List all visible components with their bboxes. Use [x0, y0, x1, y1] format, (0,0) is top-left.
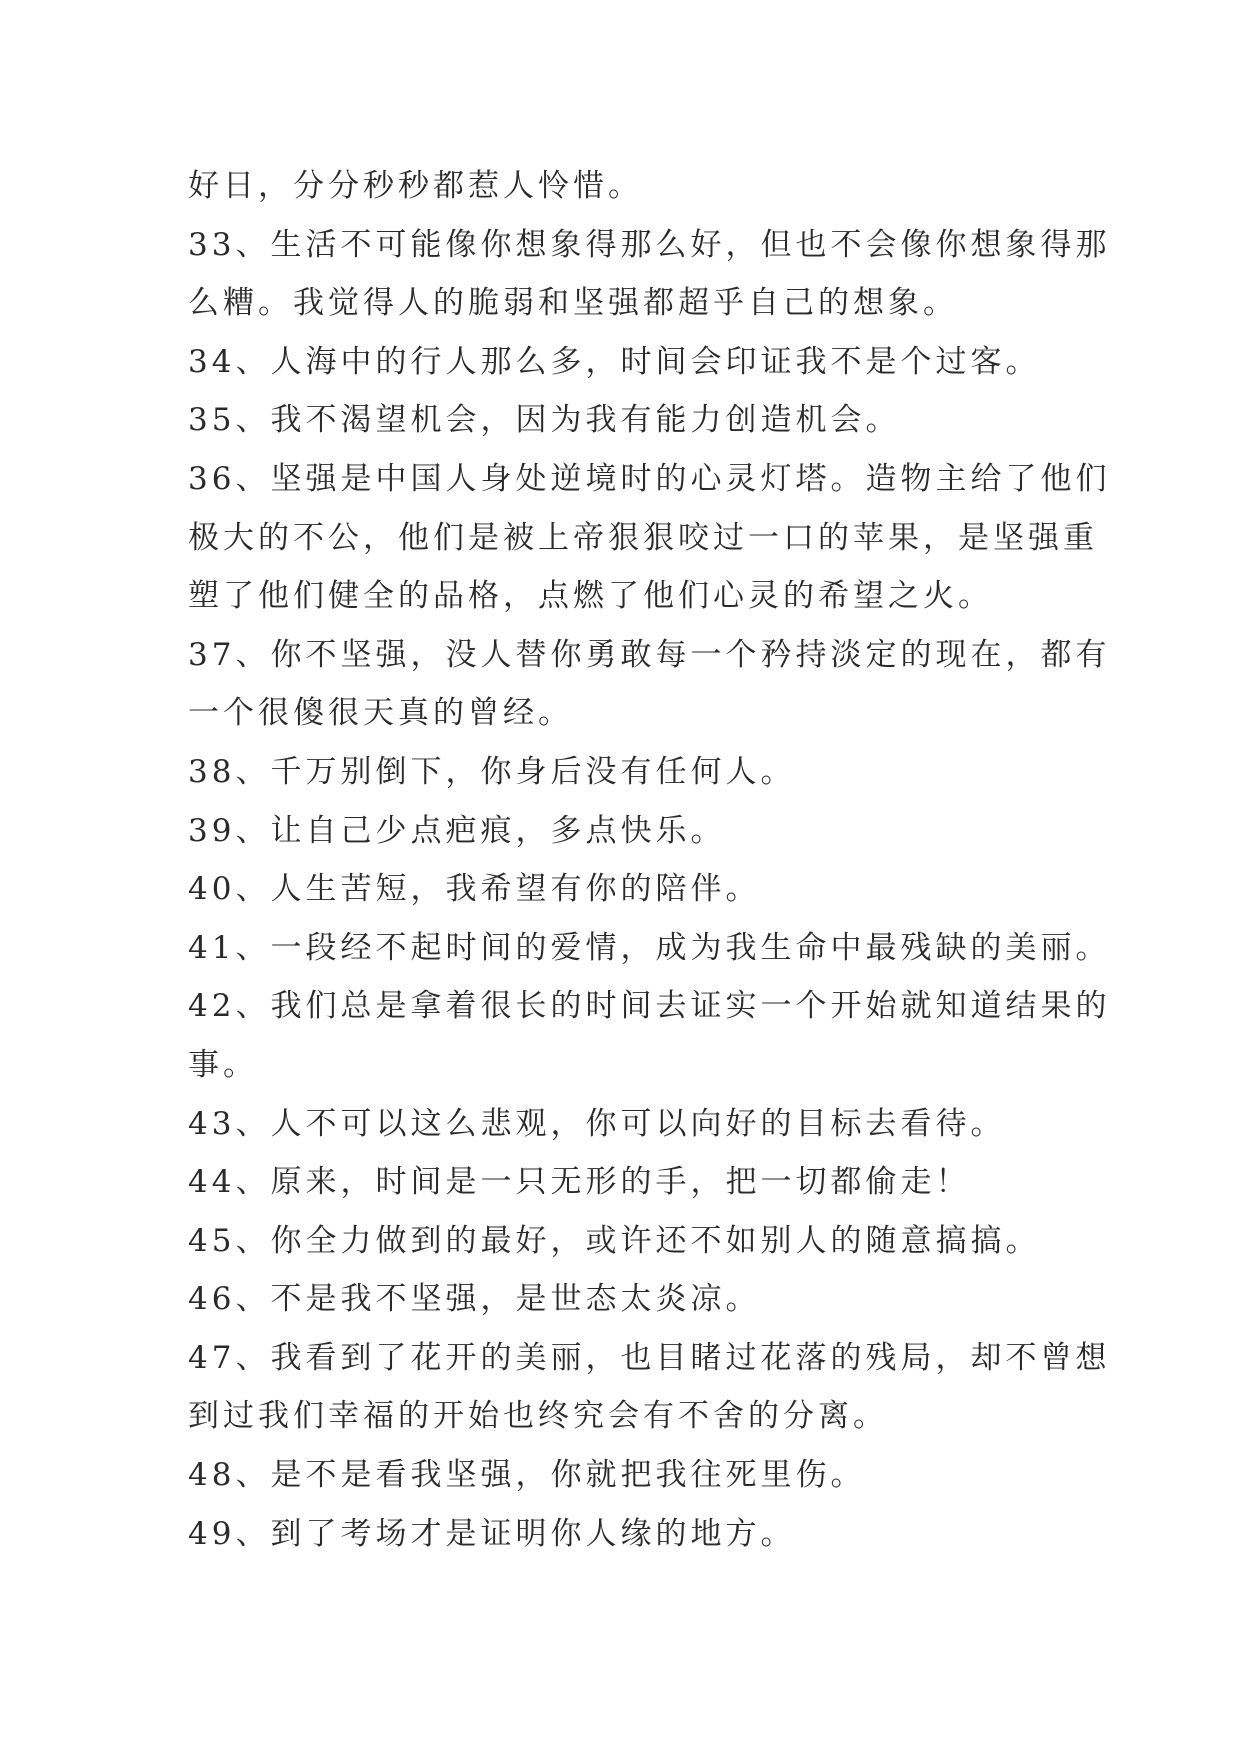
text-line: 39、让自己少点疤痕，多点快乐。 — [188, 812, 726, 849]
text-line: 好日，分分秒秒都惹人怜惜。 — [188, 168, 643, 204]
text-line: 33、生活不可能像你想象得那么好，但也不会像你想象得那 — [188, 226, 1111, 263]
text-line: 事。 — [188, 1046, 258, 1083]
text-line: 43、人不可以这么悲观，你可以向好的目标去看待。 — [188, 1105, 1006, 1142]
text-line: 44、原来，时间是一只无形的手，把一切都偷走！ — [188, 1164, 971, 1201]
text-line: 45、你全力做到的最好，或许还不如别人的随意搞搞。 — [188, 1222, 1041, 1259]
text-line: 41、一段经不起时间的爱情，成为我生命中最残缺的美丽。 — [188, 929, 1111, 966]
text-line: 塑了他们健全的品格，点燃了他们心灵的希望之火。 — [188, 578, 993, 615]
text-line: 么糟。我觉得人的脆弱和坚强都超乎自己的想象。 — [188, 285, 958, 322]
text-line: 47、我看到了花开的美丽，也目睹过花落的残局，却不曾想 — [188, 1339, 1111, 1376]
text-line: 37、你不坚强，没人替你勇敢每一个矜持淡定的现在，都有 — [188, 636, 1111, 673]
text-line: 46、不是我不坚强，是世态太炎凉。 — [188, 1281, 761, 1318]
text-line: 到过我们幸福的开始也终究会有不舍的分离。 — [188, 1398, 888, 1435]
text-line: 35、我不渴望机会，因为我有能力创造机会。 — [188, 402, 901, 439]
text-line: 34、人海中的行人那么多，时间会印证我不是个过客。 — [188, 343, 1041, 380]
text-line: 49、到了考场才是证明你人缘的地方。 — [188, 1515, 796, 1552]
text-line: 48、是不是看我坚强，你就把我往死里伤。 — [188, 1457, 866, 1494]
text-line: 42、我们总是拿着很长的时间去证实一个开始就知道结果的 — [188, 988, 1111, 1025]
document-body — [188, 157, 1111, 1563]
text-line: 极大的不公，他们是被上帝狠狠咬过一口的苹果，是坚强重 — [188, 519, 1098, 556]
text-line: 36、坚强是中国人身处逆境时的心灵灯塔。造物主给了他们 — [188, 460, 1111, 497]
text-line: 38、千万别倒下，你身后没有任何人。 — [188, 753, 796, 790]
text-line: 40、人生苦短，我希望有你的陪伴。 — [188, 871, 761, 908]
text-line: 一个很傻很天真的曾经。 — [188, 695, 573, 732]
